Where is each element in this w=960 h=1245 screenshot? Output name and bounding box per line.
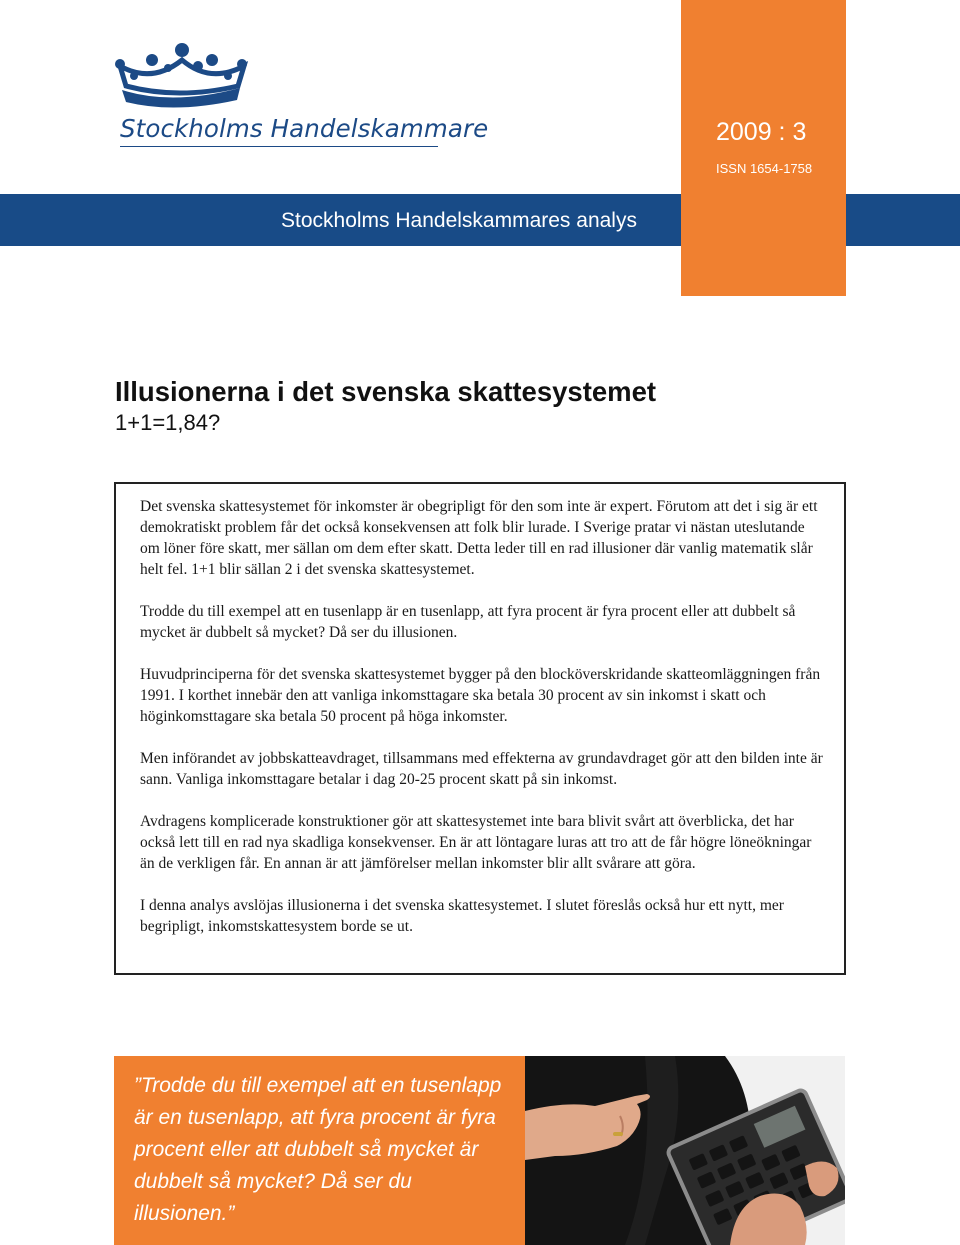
issn-label: ISSN 1654-1758 [716, 161, 813, 176]
page-subtitle: 1+1=1,84? [115, 410, 221, 435]
summary-box [114, 482, 846, 975]
pull-quote: ”Trodde du till exempel att en tusenlapp är en tusenlapp, att fyra procent är fyra procent eller att dubbelt så mycket är dubbelt så mycket? Då ser du illusionen.” [134, 1074, 502, 1225]
summary-text [140, 496, 826, 958]
summary-paragraph: Trodde du till exempel att en tusenlapp är en tusenlapp, att fyra procent är fyra procent eller att dubbelt så mycket är dubbelt så mycket? Då ser du illusionen. [140, 603, 796, 641]
calculator-photo [525, 1056, 845, 1245]
logo-underline [120, 146, 438, 147]
issue-tab [681, 0, 846, 296]
logo [112, 40, 489, 155]
series-title: Stockholms Handelskammares analys [281, 209, 637, 232]
issue-number: 2009 : 3 [716, 118, 807, 146]
crown-icon [112, 40, 252, 112]
pull-quote-box [114, 1056, 525, 1245]
hand-calculator-icon [525, 1056, 845, 1245]
page-title: Illusionerna i det svenska skattesystemet [115, 376, 657, 407]
logo-text: Stockholms Handelskammare [120, 114, 489, 143]
summary-paragraph: Men införandet av jobbskatteavdraget, tillsammans med effekterna av grundavdraget gör att den bilden inte är sann. Vanliga inkomsttagare betalar i dag 20-25 procent skatt på sin inkomst. [140, 750, 823, 788]
summary-paragraph: Avdragens komplicerade konstruktioner gör att skattesystemet inte bara blivit svårt att överblicka, det har också lett till en rad nya skadliga konsekvenser. En är att löntagare luras att tro att de får högre löneökningar än de verkligen får. En annan är att jämförelser mellan inkomster blir allt svårare att göra. [140, 813, 812, 872]
summary-paragraph: I denna analys avslöjas illusionerna i det svenska skattesystemet. I slutet föreslås också hur ett nytt, mer begripligt, inkomstskattesystem borde se ut. [140, 897, 784, 935]
summary-paragraph: Huvudprinciperna för det svenska skattesystemet bygger på den blocköverskridande skatteomläggningen från 1991. I korthet innebär den att vanliga inkomsttagare ska betala 30 procent av sin inkomst i skatt och höginkomsttagare ska betala 50 procent på höga inkomster. [140, 666, 821, 725]
summary-paragraph: Det svenska skattesystemet för inkomster är obegripligt för den som inte är expert. Förutom att det i sig är ett demokratiskt problem får det också konsekvensen att folk blir lurade. I Sverige pratar vi nästan uteslutande om löner före skatt, mer sällan om dem efter skatt. Detta leder till en rad illusioner där vanlig matematik slår helt fel. 1+1 blir sällan 2 i det svenska skattesystemet. [140, 498, 818, 578]
